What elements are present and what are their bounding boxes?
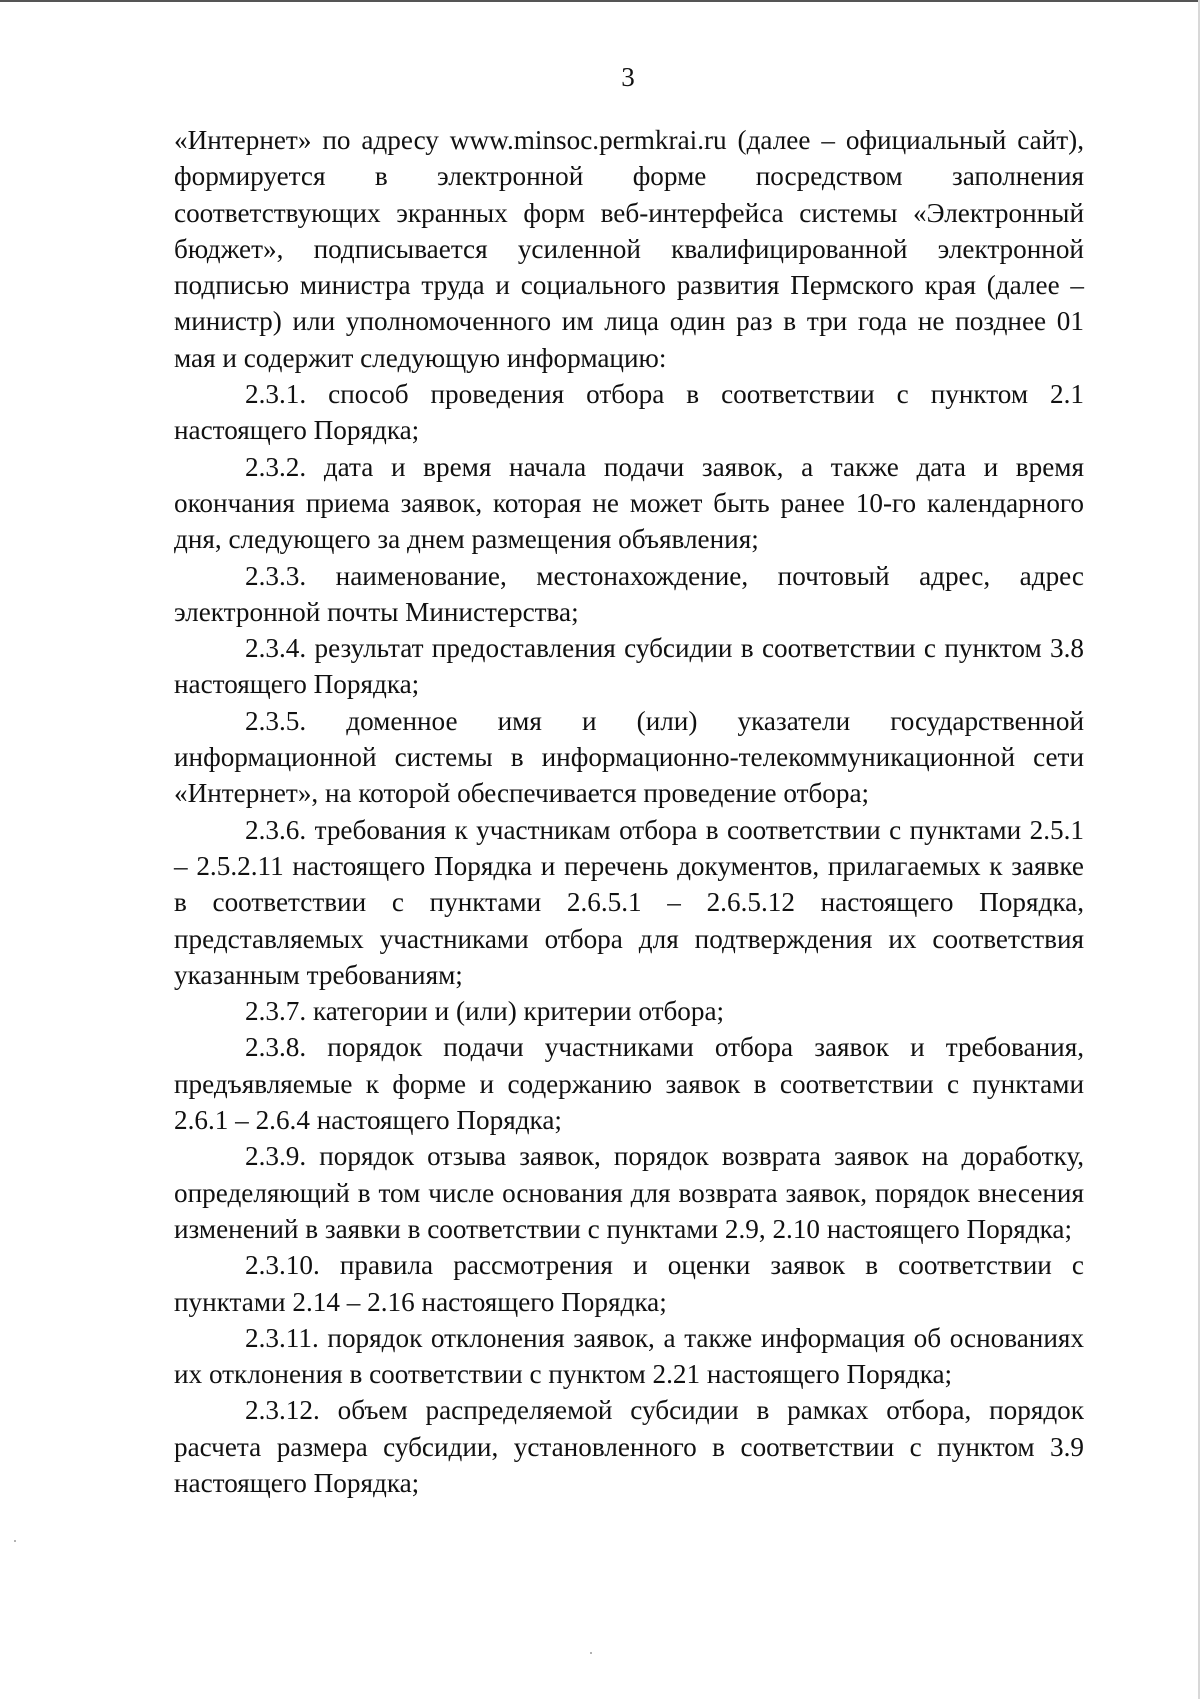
scan-speck [14,1540,16,1542]
scan-edge [0,0,1200,2]
paragraph-2-3-12: 2.3.12. объем распределяемой субсидии в рамках отбора, порядок расчета размера субсидии, установленного в соответствии с пунктом 3.9 настоящего Порядка; [174,1395,1084,1498]
paragraph-2-3-8: 2.3.8. порядок подачи участниками отбора заявок и требования, предъявляемые к форме и содержанию заявок в соответствии с пунктами 2.6.1 – 2.6.4 настоящего Порядка; [174,1032,1084,1136]
paragraph-intro: «Интернет» по адресу www.minsoc.permkrai.ru (далее – официальный сайт), формируется в электронной форме посредством заполнения соответствующих экранных форм веб-интерфейса системы «Электронный бюджет», подписывается усиленной квалифицированной электронной подписью министра труда и социального развития Пермского края (далее – министр) или уполномоченного им лица один раз в три года не позднее 01 мая и содержит следующую информацию: [174,125,1084,373]
paragraph-2-3-4: 2.3.4. результат предоставления субсидии в соответствии с пунктом 3.8 настоящего Порядка; [174,633,1084,700]
paragraph-2-3-10: 2.3.10. правила рассмотрения и оценки заявок в соответствии с пунктами 2.14 – 2.16 настоящего Порядка; [174,1250,1084,1317]
paragraph-2-3-5: 2.3.5. доменное имя и (или) указатели государственной информационной системы в информационно-телекоммуникационной сети «Интернет», на которой обеспечивается проведение отбора; [174,705,1084,809]
page-number: 3 [621,62,635,92]
paragraph-2-3-11: 2.3.11. порядок отклонения заявок, а также информация об основаниях их отклонения в соответствии с пунктом 2.21 настоящего Порядка; [174,1322,1084,1390]
paragraph-2-3-3: 2.3.3. наименование, местонахождение, почтовый адрес, адрес электронной почты Министерства; [174,560,1084,627]
paragraph-2-3-7: 2.3.7. категории и (или) критерии отбора; [245,996,725,1027]
paragraph-2-3-1: 2.3.1. способ проведения отбора в соответствии с пунктом 2.1 настоящего Порядка; [174,379,1084,446]
paragraph-2-3-6: 2.3.6. требования к участникам отбора в соответствии с пунктами 2.5.1 – 2.5.2.11 настоящего Порядка и перечень документов, прилагаемых к заявке в соответствии с пунктами 2.6.5.1 – 2.6.5.12 настоящего Порядка, представляемых участниками отбора для подтверждения их соответствия указанным требованиям; [174,814,1084,990]
paragraph-2-3-2: 2.3.2. дата и время начала подачи заявок, а также дата и время окончания приема заявок, которая не может быть ранее 10-го календарного дня, следующего за днем размещения объявления; [174,451,1084,555]
paragraph-2-3-9: 2.3.9. порядок отзыва заявок, порядок возврата заявок на доработку, определяющий в том числе основания для возврата заявок, порядок внесения изменений в заявки в соответствии с пунктами 2.9, 2.10 настоящего Порядка; [174,1141,1084,1244]
document-body [174,122,1084,1501]
scan-speck [590,1652,592,1654]
